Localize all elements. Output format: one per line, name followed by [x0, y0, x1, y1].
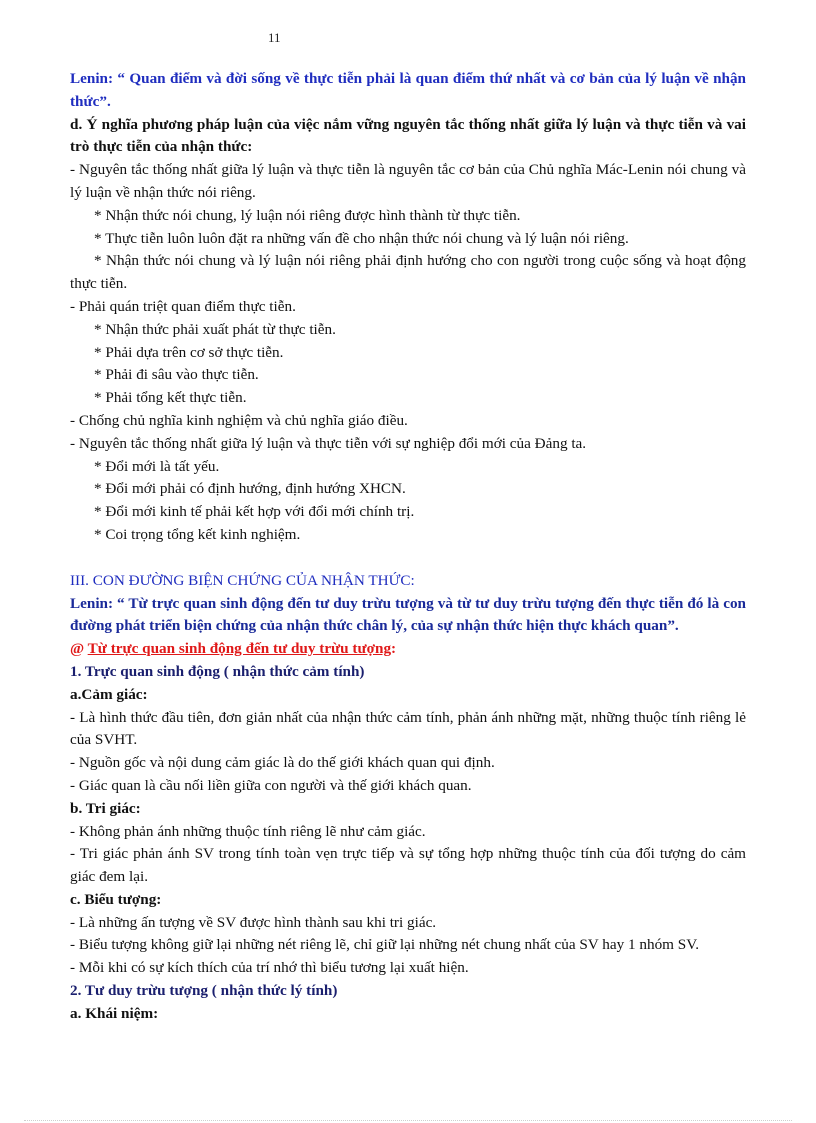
- bullet-item: * Nhận thức phải xuất phát từ thực tiễn.: [94, 320, 336, 338]
- lenin-quote-2: Lenin: “ Từ trực quan sinh động đến tư duy trừu tượng và từ tư duy trừu tượng đến thực tiễn đó là con đường phát triển biện chứng của nhận thức chân lý, của sự nhận thức hiện thực khách quan”.: [70, 594, 746, 635]
- bullet-item: * Nhận thức nói chung và lý luận nói riêng phải định hướng cho con người trong cuộc sống và hoạt động thực tiễn.: [70, 252, 746, 293]
- section-three-heading: III. CON ĐƯỜNG BIỆN CHỨNG CỦA NHẬN THỨC:: [70, 571, 415, 589]
- red-prefix: @: [70, 640, 88, 658]
- document-body: [70, 68, 746, 1026]
- list-item: - Là những ấn tượng về SV được hình thành sau khi tri giác.: [70, 913, 437, 931]
- list-item: - Là hình thức đầu tiên, đơn giản nhất của nhận thức cảm tính, phản ánh những mặt, những thuộc tính riêng lẻ của SVHT.: [70, 708, 746, 749]
- subheading-1: 1. Trực quan sinh động ( nhận thức cảm tính): [70, 662, 365, 680]
- bullet-item: * Phải đi sâu vào thực tiễn.: [94, 366, 259, 384]
- bullet-item: * Đổi mới kinh tế phải kết hợp với đổi mới chính trị.: [94, 503, 415, 521]
- paragraph-4: - Nguyên tắc thống nhất giữa lý luận và thực tiễn với sự nghiệp đổi mới của Đảng ta.: [70, 434, 587, 452]
- subheading-1b: b. Tri giác:: [70, 799, 141, 817]
- red-subheading: [70, 638, 746, 661]
- list-item: - Nguồn gốc và nội dung cảm giác là do thế giới khách quan qui định.: [70, 754, 495, 772]
- bullet-item: * Phải dựa trên cơ sở thực tiễn.: [94, 343, 284, 361]
- list-item: - Mỗi khi có sự kích thích của trí nhớ thì biểu tương lại xuất hiện.: [70, 959, 469, 977]
- paragraph-3: - Chống chủ nghĩa kinh nghiệm và chủ nghĩa giáo điều.: [70, 411, 408, 429]
- bullet-item: * Đổi mới là tất yếu.: [94, 457, 220, 475]
- list-item: - Giác quan là cầu nối liền giữa con người và thế giới khách quan.: [70, 776, 472, 794]
- red-heading-text: Từ trực quan sinh động đến tư duy trừu tượng: [87, 640, 392, 658]
- paragraph-2: - Phải quán triệt quan điểm thực tiễn.: [70, 297, 296, 315]
- red-suffix: :: [391, 640, 397, 658]
- bullet-item: * Nhận thức nói chung, lý luận nói riêng được hình thành từ thực tiễn.: [94, 206, 521, 224]
- section-gap: [70, 547, 746, 570]
- page-number: 11: [268, 30, 281, 45]
- paragraph-1: - Nguyên tắc thống nhất giữa lý luận và thực tiễn là nguyên tắc cơ bản của Chủ nghĩa Mác-Lenin nói chung và lý luận về nhận thức nói riêng.: [70, 161, 746, 201]
- bullet-item: * Coi trọng tổng kết kinh nghiệm.: [94, 525, 301, 543]
- list-item: - Không phản ánh những thuộc tính riêng lẽ như cảm giác.: [70, 822, 426, 840]
- subheading-2a: a. Khái niệm:: [70, 1004, 159, 1022]
- list-item: - Tri giác phản ánh SV trong tính toàn vẹn trực tiếp và sự tổng hợp những thuộc tính của đối tượng do cảm giác đem lại.: [70, 845, 746, 886]
- bullet-item: * Thực tiễn luôn luôn đặt ra những vấn đề cho nhận thức nói chung và lý luận nói riêng.: [94, 229, 629, 247]
- subheading-1a: a.Cảm giác:: [70, 685, 148, 703]
- subheading-2: 2. Tư duy trừu tượng ( nhận thức lý tính): [70, 982, 338, 1000]
- bullet-item: * Đổi mới phải có định hướng, định hướng XHCN.: [94, 480, 406, 498]
- subheading-1c: c. Biểu tượng:: [70, 890, 162, 908]
- page-bottom-divider: [24, 1120, 792, 1121]
- bullet-item: * Phải tổng kết thực tiễn.: [94, 389, 247, 407]
- lenin-quote-1: Lenin: “ Quan điểm và đời sống về thực tiễn phải là quan điểm thứ nhất và cơ bản của lý luận về nhận thức”.: [70, 70, 746, 110]
- heading-d: d. Ý nghĩa phương pháp luận của việc nắm vững nguyên tắc thống nhất giữa lý luận và thực tiễn và vai trò thực tiễn của nhận thức:: [70, 115, 746, 156]
- list-item: - Biểu tượng không giữ lại những nét riêng lẽ, chỉ giữ lại những nét chung nhất của SV hay 1 nhóm SV.: [70, 936, 700, 954]
